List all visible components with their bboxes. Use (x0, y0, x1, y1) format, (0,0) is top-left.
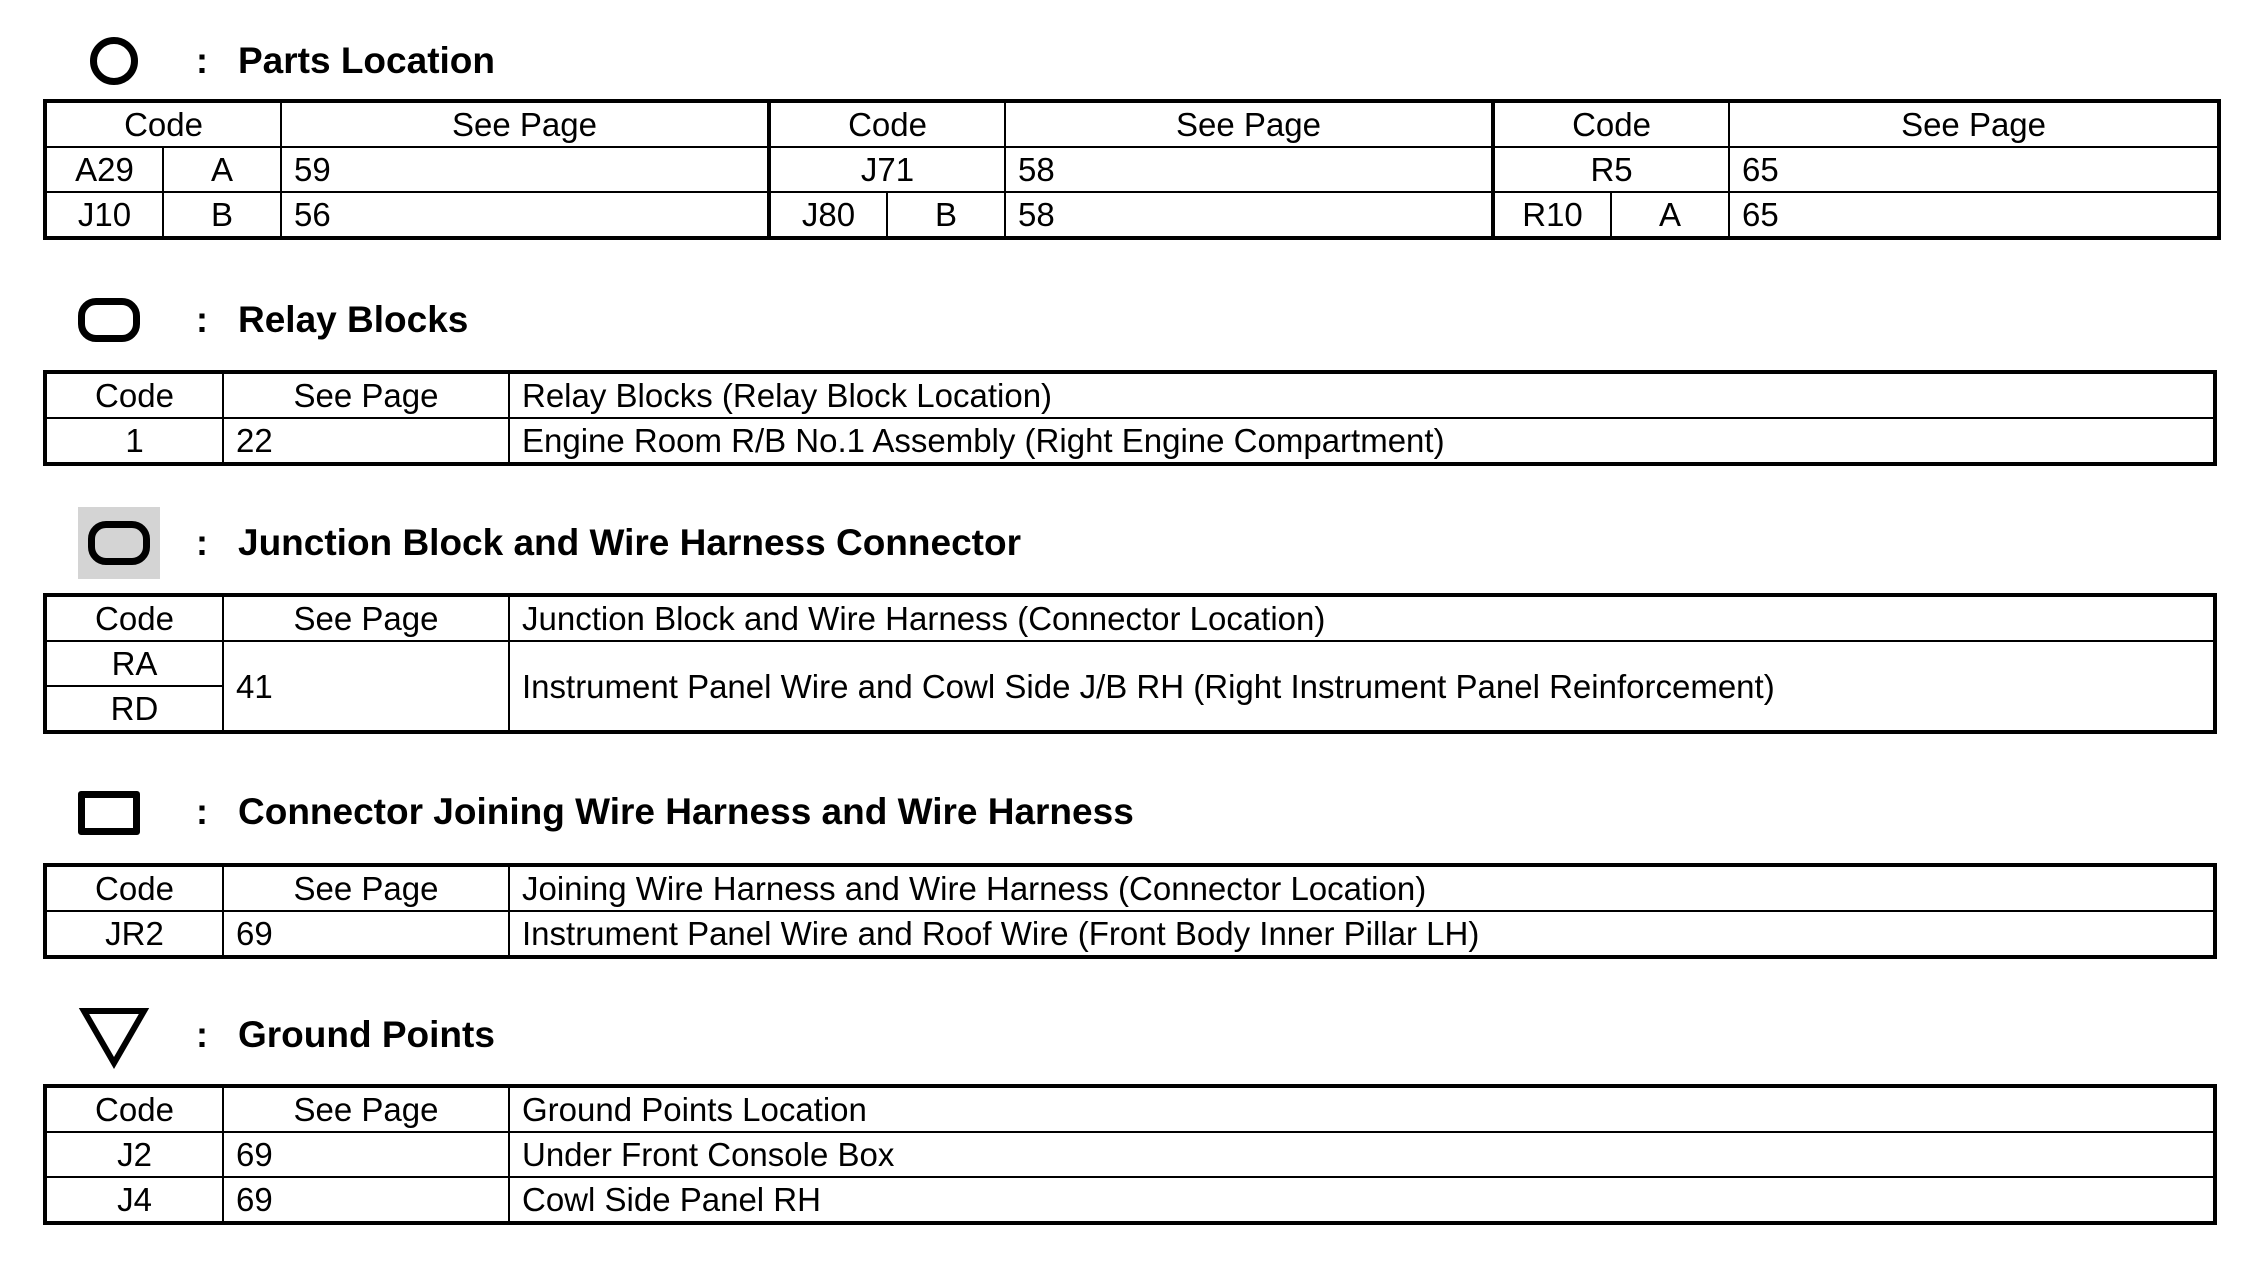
header-description: Joining Wire Harness and Wire Harness (Connector Location) (509, 865, 2215, 911)
page-cell: 65 (1729, 192, 2219, 238)
table-header-row (45, 595, 2215, 641)
page-cell: 56 (281, 192, 769, 238)
header-code: Code (45, 101, 281, 147)
code-cell: A29 (45, 147, 163, 192)
triangle-down-icon (78, 1005, 150, 1069)
junction-block-header (0, 513, 2260, 573)
table-row (45, 1177, 2215, 1223)
sub-code-cell: B (887, 192, 1005, 238)
relay-blocks-table (43, 370, 2217, 466)
code-cell: J71 (769, 147, 1005, 192)
connector-joining-table (43, 863, 2217, 959)
table-row (45, 418, 2215, 464)
sub-code-cell: A (1611, 192, 1729, 238)
parts-location-title: Parts Location (238, 40, 495, 81)
ground-points-title: Ground Points (238, 1014, 495, 1055)
junction-block-title: Junction Block and Wire Harness Connector (238, 522, 1021, 563)
header-see-page: See Page (223, 372, 509, 418)
table-header-row (45, 101, 2219, 147)
page-cell: 69 (223, 1177, 509, 1223)
header-see-page: See Page (281, 101, 769, 147)
header-see-page: See Page (223, 1086, 509, 1132)
table-header-row (45, 865, 2215, 911)
header-code: Code (1493, 101, 1729, 147)
code-cell: R5 (1493, 147, 1729, 192)
header-see-page: See Page (1005, 101, 1493, 147)
connector-joining-header (0, 782, 2260, 842)
parts-location-table (43, 99, 2221, 240)
header-description: Junction Block and Wire Harness (Connector Location) (509, 595, 2215, 641)
page-cell: 58 (1005, 192, 1493, 238)
connector-joining-colon: : (196, 791, 208, 832)
sub-code-cell: A (163, 147, 281, 192)
circle-icon (90, 37, 138, 85)
header-see-page: See Page (223, 595, 509, 641)
description-cell: Instrument Panel Wire and Cowl Side J/B RH (Right Instrument Panel Reinforcement) (509, 641, 2215, 732)
header-description: Ground Points Location (509, 1086, 2215, 1132)
page-cell: 69 (223, 911, 509, 957)
junction-block-colon: : (196, 522, 208, 563)
header-see-page: See Page (223, 865, 509, 911)
ground-points-colon: : (196, 1014, 208, 1055)
rectangle-icon (78, 791, 140, 835)
code-cell: 1 (45, 418, 223, 464)
relay-blocks-title: Relay Blocks (238, 299, 469, 340)
description-cell: Under Front Console Box (509, 1132, 2215, 1177)
page-cell: 59 (281, 147, 769, 192)
table-header-row (45, 372, 2215, 418)
ground-points-header (0, 1005, 2260, 1065)
junction-block-table (43, 593, 2217, 734)
code-cell: J4 (45, 1177, 223, 1223)
header-see-page: See Page (1729, 101, 2219, 147)
sub-code-cell: B (163, 192, 281, 238)
table-row (45, 641, 2215, 686)
code-cell: J80 (769, 192, 887, 238)
page-cell: 65 (1729, 147, 2219, 192)
code-cell: R10 (1493, 192, 1611, 238)
description-cell: Engine Room R/B No.1 Assembly (Right Engine Compartment) (509, 418, 2215, 464)
parts-location-header (0, 31, 2260, 91)
page-cell: 22 (223, 418, 509, 464)
header-code: Code (45, 595, 223, 641)
relay-blocks-colon: : (196, 299, 208, 340)
table-header-row (45, 1086, 2215, 1132)
header-description: Relay Blocks (Relay Block Location) (509, 372, 2215, 418)
page-cell: 58 (1005, 147, 1493, 192)
code-cell: RA (45, 641, 223, 686)
page-cell: 69 (223, 1132, 509, 1177)
table-row (45, 911, 2215, 957)
connector-joining-title: Connector Joining Wire Harness and Wire Harness (238, 791, 1134, 832)
table-row (45, 192, 2219, 238)
ground-points-table (43, 1084, 2217, 1225)
header-code: Code (769, 101, 1005, 147)
header-code: Code (45, 1086, 223, 1132)
code-cell: J2 (45, 1132, 223, 1177)
code-cell: JR2 (45, 911, 223, 957)
parts-location-colon: : (196, 40, 208, 81)
shaded-rounded-rect-icon (78, 507, 160, 579)
rounded-rect-outline (88, 521, 150, 565)
header-code: Code (45, 372, 223, 418)
rounded-rect-icon (78, 298, 140, 342)
relay-blocks-header (0, 290, 2260, 350)
table-row (45, 1132, 2215, 1177)
table-row (45, 147, 2219, 192)
description-cell: Instrument Panel Wire and Roof Wire (Front Body Inner Pillar LH) (509, 911, 2215, 957)
page-cell: 41 (223, 641, 509, 732)
code-cell: RD (45, 686, 223, 732)
description-cell: Cowl Side Panel RH (509, 1177, 2215, 1223)
header-code: Code (45, 865, 223, 911)
code-cell: J10 (45, 192, 163, 238)
